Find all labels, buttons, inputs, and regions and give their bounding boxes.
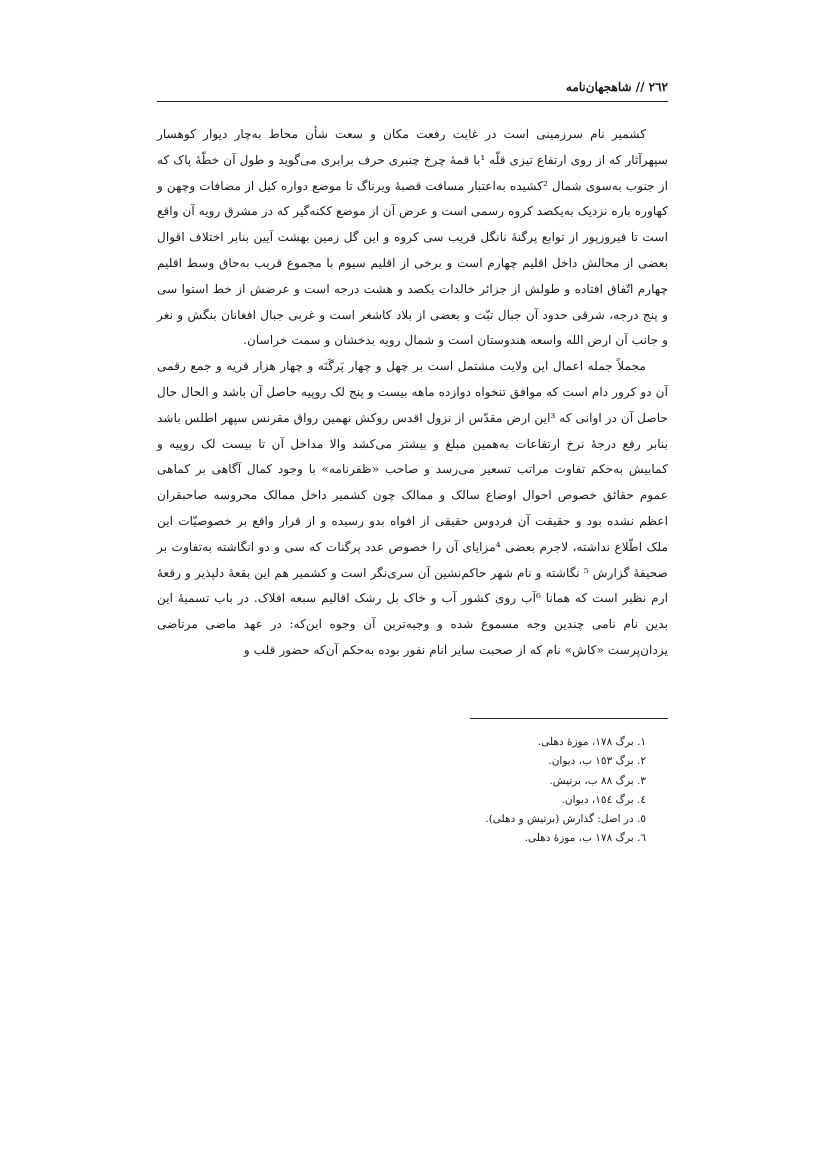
footnote-2: ٢. برگ ١٥٣ ب، دیوان. bbox=[548, 755, 646, 768]
footnote-1: ١. برگ ١٧٨، موزهٔ دهلی. bbox=[537, 736, 646, 748]
paragraph-kashmir-description: کشمیر نام سرزمینی است در غایت رفعت مکان و سعت شأن محاط به‌چار دیوار کوهسار سپهرآثار که از روی ارتفاع تیزی قلّه ¹با قمهٔ چرخ چنبری حرف برابری می‌گوید و طول آن خطّهٔ پاک که از جنوب به‌سوی شمال ²کشیده به‌اعتبار مسافت قصبهٔ ویرناگ تا موضع دواره کیل از مضافات وچهن و کهاوره باره نزدیک به‌یکصد کروه رسمی است و عرض آن از موضع ککنه‌گیر که در مشرق رویه آن واقع است تا فیروزپور از توابع پرگنهٔ نانگل قریب سی کروه و این گل زمین بهشت آیین بنابر اختلاف اقوال بعضی از محالش داخل اقلیم چهارم است و برخی از اقلیم سیوم با مجموع قریب به‌حاق وسط اقلیم چهارم اتّفاق افتاده و طولش از جزائر خالدات یکصد و هشت درجه است و عرضش از خط استوا سی و پنج درجه، شرقی حدود آن جبال تبّت و بعضی از بلاد کاشغر است و غربی جبال افغانان بنگش و نغر و جانب آن ارض الله واسعه هندوستان است و شمال رویه بدخشان و سمت خراسان. bbox=[157, 127, 668, 348]
paragraph-kashmir-revenue: مجملاً جمله اعمال این ولایت مشتمل است بر چهل و چهار پَرگَنَه و چهار هزار قریه و جمع رقمی آن دو کرور دام است که موافق تنخواه دوازده ماهه بیست و پنج لک روپیه حاصل آن باشد و الحال حال حاصل آن در اوانی که ³این ارض مقدّس از نزول اقدس روکش نهمین رواق مقرنس سپهر اطلس باشد بنابر رفع درجهٔ نرخ ارتفاعات به‌همین مبلغ و بیشتر می‌کشد والا مداخل آن تا بیست لک روپیه و کمابیش به‌حکم تفاوت مراتب تسعیر می‌رسد و صاحب «ظفرنامه» با وجود کمال آگاهی بر کماهی عموم حقائق خصوص احوال اوضاع سالک و ممالک چون کشمیر داخل ممالک محروسه صاحبقران اعظم نشده بود و حقیقت آن فردوس حقیقی از افواه بدو رسیده و از قرار واقع بر خصوصیّات این ملک اطّلاع نداشته، لاجرم بعضی ⁴مزایای آن را خصوص عدد پرگنات که سی و دو انگاشته به‌تفاوت بر صحیفهٔ گزارش ⁵ نگاشته و نام شهر حاکم‌نشین آن سری‌نگر است و کشمیر هم این بقعهٔ دلپذیر و رقعهٔ ارم نظیر است که همانا ⁶آب روی کشور آب و خاک بل رشک اقالیم سبعه افلاک. در باب تسمیهٔ این بدین نام نامی چندین وجه مسموع شده و وجیه‌ترین آن وجوه این‌که: در عهد ماضی مرتاضی یزدان‌پرست «کاش» نام که از صحبت سایر انام نفور بوده به‌حکم آن‌که حضور قلب و bbox=[157, 359, 668, 657]
header-rule bbox=[157, 101, 668, 102]
footnote-rule bbox=[470, 718, 668, 719]
footnotes bbox=[157, 733, 668, 849]
footnote-5: ٥. در اصل: گذارش (برتیش و دهلی). bbox=[485, 813, 646, 826]
footnote-6: ٦. برگ ١٧٨ ب، موزهٔ دهلی. bbox=[524, 832, 646, 845]
body-text bbox=[157, 122, 668, 664]
footnote-3: ٣. برگ ٨٨ ب، برتیش. bbox=[549, 774, 646, 787]
running-header: ٢٦٢ // شاهجهان‌نامه bbox=[565, 80, 668, 94]
footnote-4: ٤. برگ ١٥٤، دیوان. bbox=[561, 793, 646, 806]
